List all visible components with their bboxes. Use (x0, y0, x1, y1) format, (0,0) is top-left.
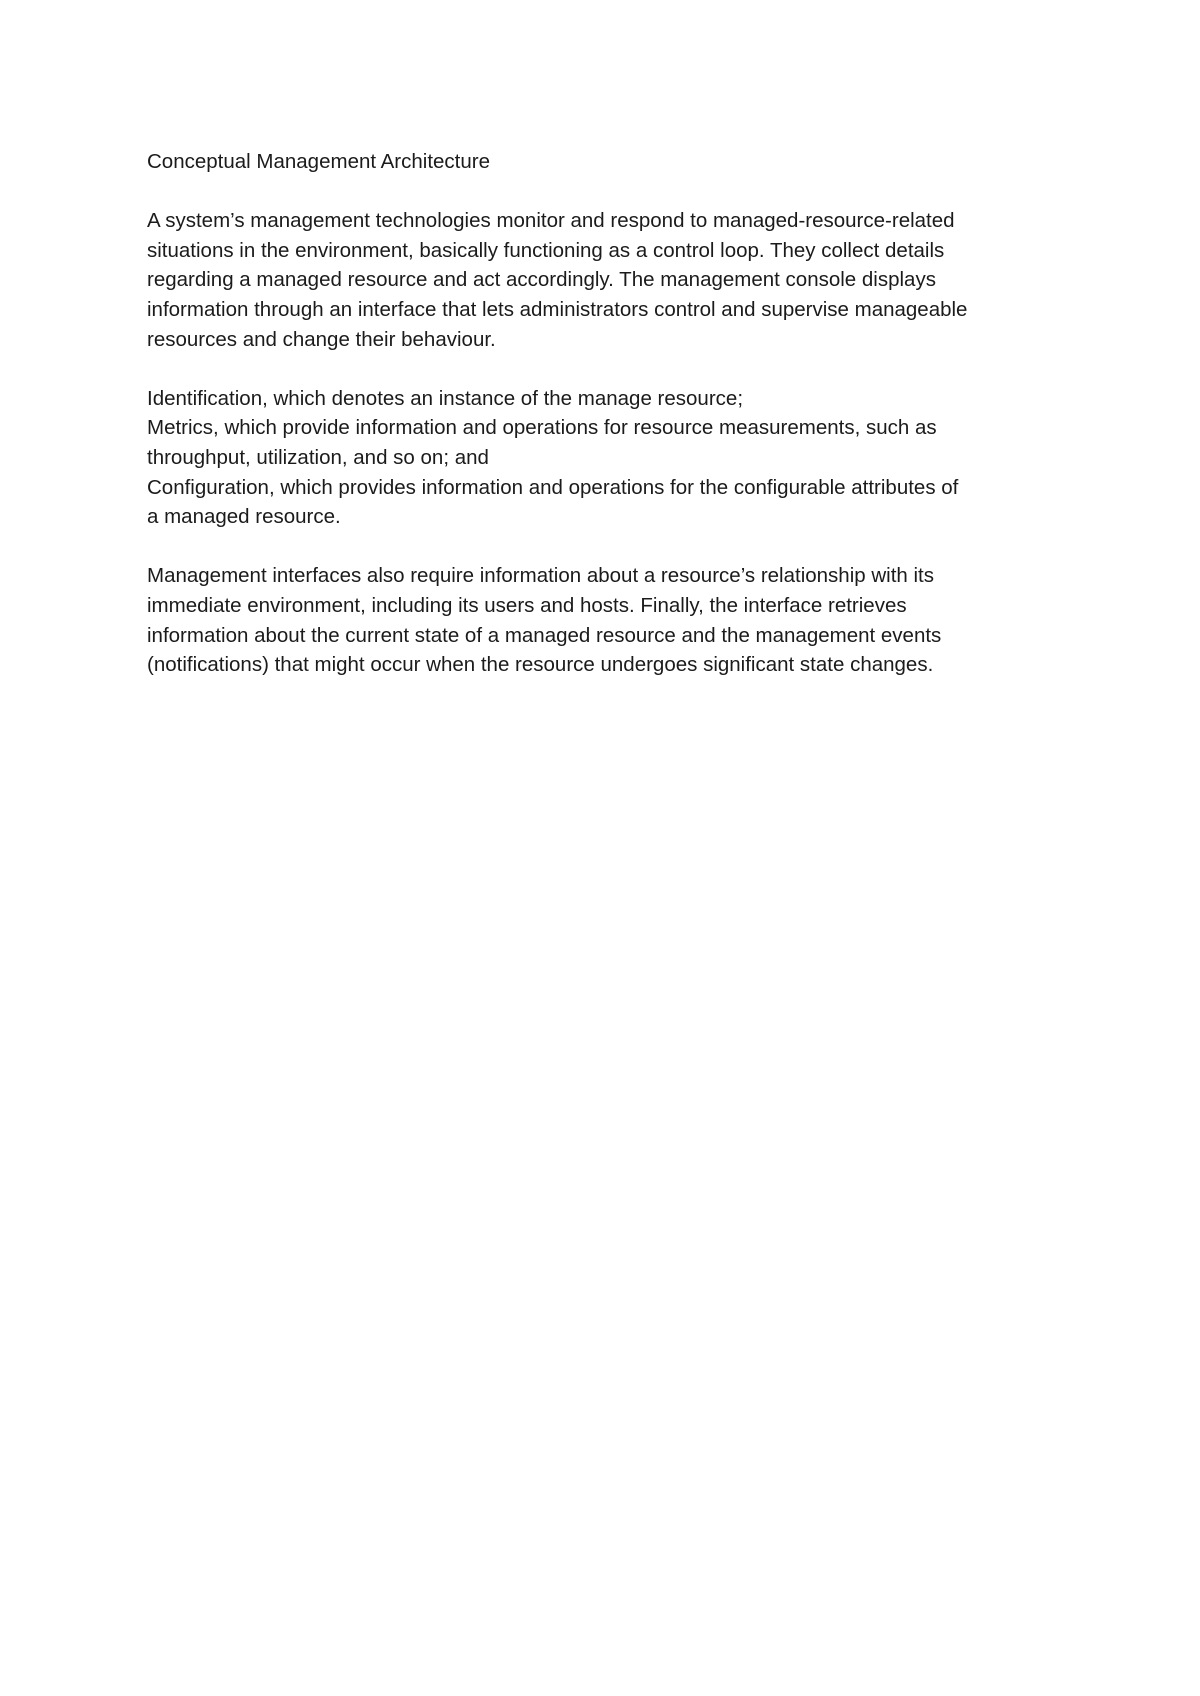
paragraph-line: throughput, utilization, and so on; and (147, 445, 489, 469)
paragraph-line: Metrics, which provide information and operations for resource measurements, such as (147, 416, 937, 440)
paragraph-line: a managed resource. (147, 505, 341, 529)
paragraph-line: (notifications) that might occur when the resource undergoes significant state changes. (147, 653, 934, 677)
paragraph-line: Configuration, which provides information and operations for the configurable attributes of (147, 475, 959, 499)
document-title (147, 147, 1077, 177)
paragraph-line: immediate environment, including its users and hosts. Finally, the interface retrieves (147, 593, 907, 617)
paragraph-line: situations in the environment, basically functioning as a control loop. They collect details (147, 238, 945, 262)
paragraph-line: information through an interface that lets administrators control and supervise manageable (147, 297, 968, 321)
paragraph-line: regarding a managed resource and act accordingly. The management console displays (147, 268, 936, 292)
paragraph-line: resources and change their behaviour. (147, 327, 496, 351)
paragraph-line: Identification, which denotes an instance of the manage resource; (147, 386, 744, 410)
paragraph-interfaces (147, 561, 1077, 679)
paragraph-line: information about the current state of a managed resource and the management events (147, 623, 942, 647)
paragraph-line: Management interfaces also require information about a resource’s relationship with its (147, 564, 935, 588)
paragraph-intro (147, 206, 1077, 354)
document-body (147, 147, 1077, 709)
paragraph-line: A system’s management technologies monitor and respond to managed-resource-related (147, 209, 955, 233)
document-title-text: Conceptual Management Architecture (147, 150, 491, 173)
paragraph-capabilities (147, 384, 1077, 532)
